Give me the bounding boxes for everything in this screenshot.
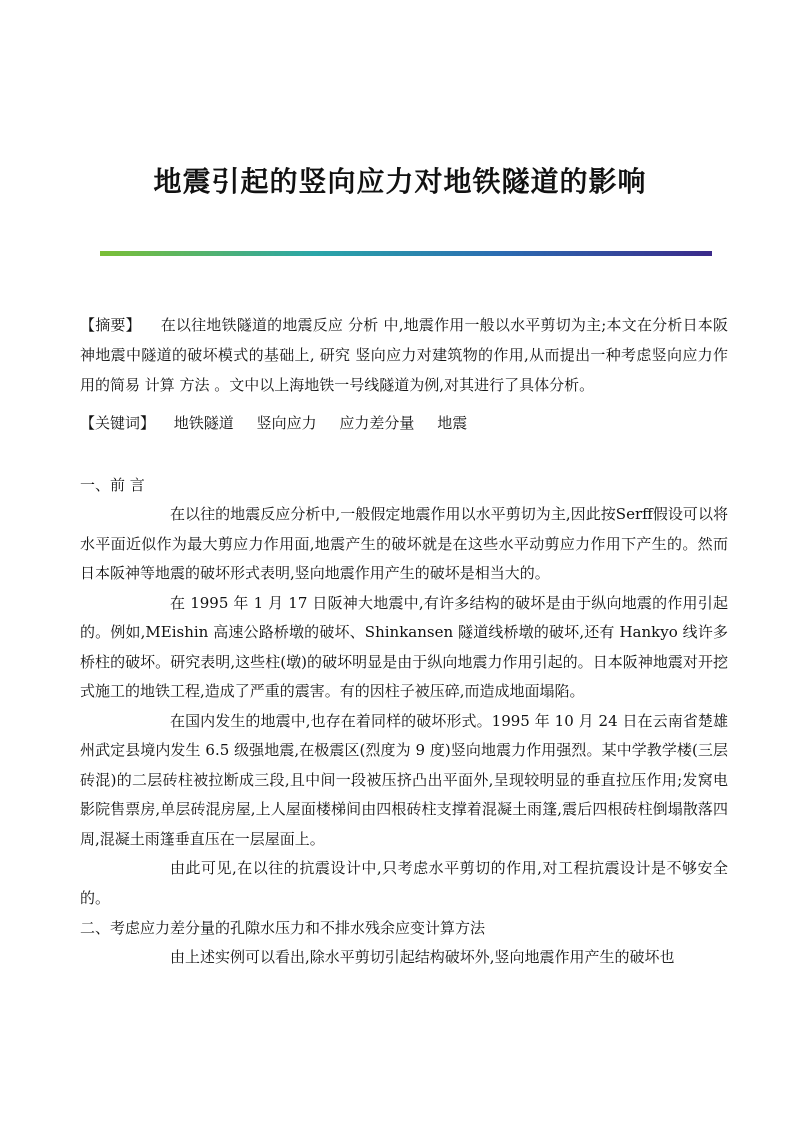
abstract-label: 【摘要】 — [80, 316, 141, 334]
keyword: 竖向应力 — [256, 414, 317, 432]
keyword: 应力差分量 — [339, 414, 415, 432]
document-title: 地震引起的竖向应力对地铁隧道的影响 — [153, 165, 647, 198]
paragraph: 由上述实例可以看出,除水平剪切引起结构破坏外,竖向地震作用产生的破坏也 — [170, 948, 675, 966]
paragraph: 由此可见,在以往的抗震设计中,只考虑水平剪切的作用,对工程抗震设计是不够安全的。 — [80, 859, 728, 907]
keyword: 地震 — [437, 414, 468, 432]
section-heading-introduction: 一、前 言 — [80, 476, 145, 494]
abstract — [80, 310, 728, 400]
keywords-label: 【关键词】 — [80, 414, 156, 432]
keyword: 地铁隧道 — [173, 414, 234, 432]
section-heading-method: 二、考虑应力差分量的孔隙水压力和不排水残余应变计算方法 — [80, 919, 486, 937]
paragraph: 在国内发生的地震中,也存在着同样的破坏形式。1995 年 10 月 24 日在云南省楚雄州武定县境内发生 6.5 级强地震,在极震区(烈度为 9 度)竖向地震力作用强烈。某中学教学楼(三层砖混)的二层砖柱被拉断成三段,且中间一段被压挤凸出平面外,呈现较明显的垂直拉压作用;发窝电影院售票房,单层砖混房屋,上人屋面楼梯间由四根砖柱支撑着混凝土雨篷,震后四根砖柱倒塌散落四周,混凝土雨篷垂直压在一层屋面上。 — [80, 711, 728, 848]
abstract-text: 在以往地铁隧道的地震反应 分析 中,地震作用一般以水平剪切为主;本文在分析日本阪神地震中隧道的破坏模式的基础上, 研究 竖向应力对建筑物的作用,从而提出一种考虑竖向应力作用的简易 计算 方法 。文中以上海地铁一号线隧道为例,对其进行了具体分析。 — [80, 316, 728, 394]
paragraph: 在以往的地震反应分析中,一般假定地震作用以水平剪切为主,因此按Serff假设可以将水平面近似作为最大剪应力作用面,地震产生的破坏就是在这些水平动剪应力作用下产生的。然而日本阪神等地震的破坏形式表明,竖向地震作用产生的破坏是相当大的。 — [80, 505, 728, 582]
title-divider — [100, 251, 712, 256]
document-body — [80, 310, 728, 973]
paragraph: 在 1995 年 1 月 17 日阪神大地震中,有许多结构的破坏是由于纵向地震的作用引起的。例如,MEishin 高速公路桥墩的破坏、Shinkansen 隧道线桥墩的破坏,还有 Hankyo 线许多桥柱的破坏。研究表明,这些柱(墩)的破坏明显是由于纵向地震力作用引起的。日本阪神地震对开挖式施工的地铁工程,造成了严重的震害。有的因柱子被压碎,而造成地面塌陷。 — [80, 593, 728, 700]
keywords — [80, 408, 728, 438]
